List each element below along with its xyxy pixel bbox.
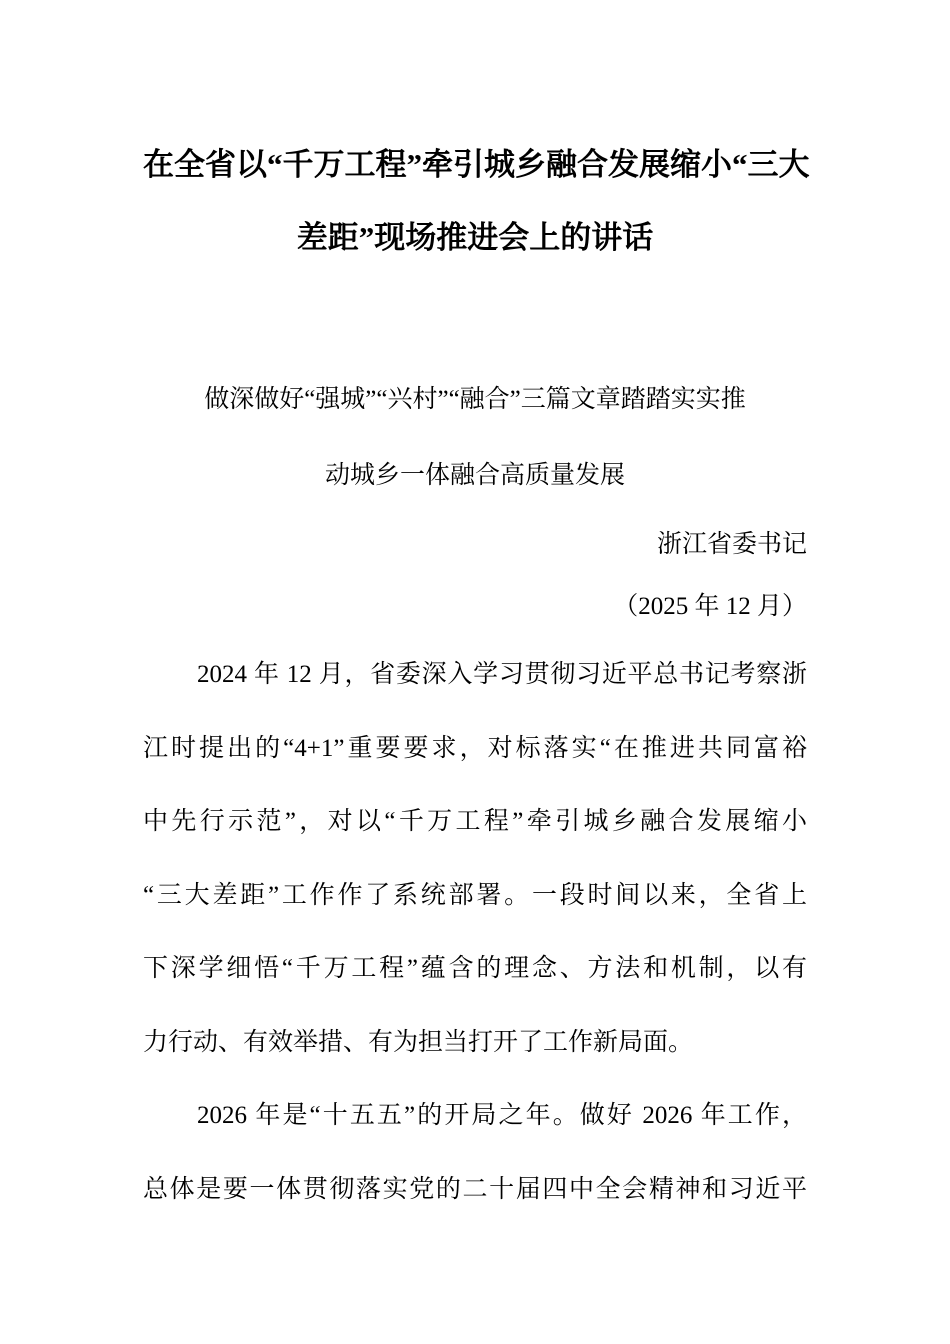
subtitle-line-2: 动城乡一体融合高质量发展 — [324, 462, 625, 489]
title-line-1: 在全省以“千万工程”牵引城乡融合发展缩小“三大 — [143, 147, 810, 182]
document-title — [143, 0, 810, 274]
document-subtitle — [143, 362, 807, 514]
date-line: （2025 年 12 月） — [613, 593, 807, 620]
paragraph-1-line-2: 江时提出的“4+1”重要要求，对标落实“在推进共同富裕 — [143, 734, 807, 762]
author-line: 浙江省委书记 — [656, 531, 807, 558]
paragraph-1 — [143, 638, 807, 1079]
paragraph-1-line-6: 力行动、有效举措、有为担当打开了工作新局面。 — [143, 1028, 694, 1056]
paragraph-1-line-3: 中先行示范”，对以“千万工程”牵引城乡融合发展缩小 — [143, 808, 807, 835]
paragraph-1-line-1: 2024 年 12 月，省委深入学习贯彻习近平总书记考察浙 — [197, 661, 807, 688]
paragraph-2-line-1: 2026 年是“十五五”的开局之年。做好 2026 年工作， — [197, 1102, 807, 1129]
subtitle-line-1: 做深做好“强城”“兴村”“融合”三篇文章踏踏实实推 — [204, 386, 746, 413]
paragraph-2 — [143, 1079, 807, 1226]
byline — [143, 514, 807, 638]
paragraph-1-line-5: 下深学细悟“千万工程”蕴含的理念、方法和机制，以有 — [143, 955, 807, 982]
title-line-2: 差距”现场推进会上的讲话 — [296, 220, 654, 255]
paragraph-1-line-4: “三大差距”工作作了系统部署。一段时间以来，全省上 — [143, 881, 807, 909]
paragraph-2-line-2: 总体是要一体贯彻落实党的二十届四中全会精神和习近平 — [143, 1175, 807, 1203]
